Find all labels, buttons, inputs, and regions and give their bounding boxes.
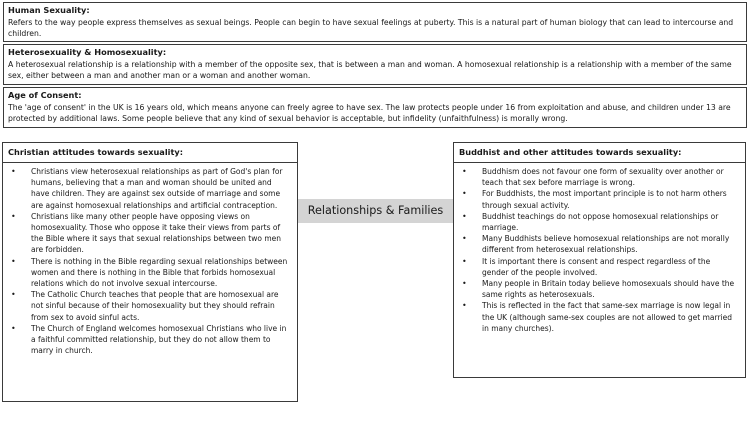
- buddhist-point: • It is important there is consent and respect regardless of the gender of the people involved.: [462, 256, 739, 278]
- buddhist-point: • This is reflected in the fact that same-sex marriage is now legal in the UK (although same-sex couples are not allowed to get married in many churches).: [462, 300, 739, 334]
- christian-point: • There is nothing in the Bible regarding sexual relationships between women and there is nothing in the Bible that forbids homosexual relations which do not involve sexual intercourse.: [11, 256, 291, 290]
- age-of-consent-text: The 'age of consent' in the UK is 16 years old, which means anyone can freely agree to have sex. The law protects people under 16 from exploitation and abuse, and children under 13 are protected by additional laws. Some people believe that any kind of sexual behavior is acceptable, but infidelity (unfaithfulness) is morally wrong.: [8, 102, 731, 124]
- human-sexuality-box: [3, 2, 747, 42]
- buddhist-point: • Buddhism does not favour one form of sexuality over another or teach that sex before marriage is wrong.: [462, 166, 739, 188]
- hetero-homo-text: A heterosexual relationship is a relationship with a member of the opposite sex, that is between a man and woman. A homosexual relationship is a relationship with a member of the same sex, either between a man and another man or a woman and another woman.: [8, 59, 732, 81]
- age-of-consent-box: [3, 87, 747, 128]
- buddhist-attitudes-box: [453, 142, 746, 378]
- christian-heading: Christian attitudes towards sexuality:: [3, 143, 297, 163]
- age-of-consent-title: Age of Consent:: [8, 90, 82, 100]
- christian-point: • Christians like many other people have opposing views on homosexuality. Those who oppose it take their views from parts of the Bible where it says that sexual relationships between two men are forbidden.: [11, 211, 291, 256]
- christian-point: • The Catholic Church teaches that people that are homosexual are not sinful because of their homosexuality but they should refrain from sex to avoid sinful acts.: [11, 289, 291, 323]
- buddhist-points-list: [454, 163, 745, 334]
- buddhist-point: • Many Buddhists believe homosexual relationships are not morally different from heterosexual relationships.: [462, 233, 739, 255]
- buddhist-heading: Buddhist and other attitudes towards sexuality:: [454, 143, 745, 163]
- buddhist-point: • Buddhist teachings do not oppose homosexual relationships or marriage.: [462, 211, 739, 233]
- relationships-families-title: Relationships & Families: [298, 199, 453, 223]
- christian-attitudes-box: [2, 142, 298, 402]
- christian-point: • Christians view heterosexual relationships as part of God's plan for humans, believing that a man and woman should be united and have children. They are against sex outside of marriage and some are against homosexual relationships and artificial contraception.: [11, 166, 291, 211]
- christian-point: • The Church of England welcomes homosexual Christians who live in a faithful committed relationship, but they do not allow them to marry in church.: [11, 323, 291, 357]
- buddhist-point: • Many people in Britain today believe homosexuals should have the same rights as heterosexuals.: [462, 278, 739, 300]
- human-sexuality-text: Refers to the way people express themselves as sexual beings. People can begin to have sexual feelings at puberty. This is a natural part of human biology that can lead to intercourse and children.: [8, 17, 734, 39]
- hetero-homo-box: [3, 44, 747, 85]
- christian-points-list: [3, 163, 297, 356]
- buddhist-point: • For Buddhists, the most important principle is to not harm others through sexual activity.: [462, 188, 739, 210]
- human-sexuality-title: Human Sexuality:: [8, 5, 90, 15]
- hetero-homo-title: Heterosexuality & Homosexuality:: [8, 47, 167, 57]
